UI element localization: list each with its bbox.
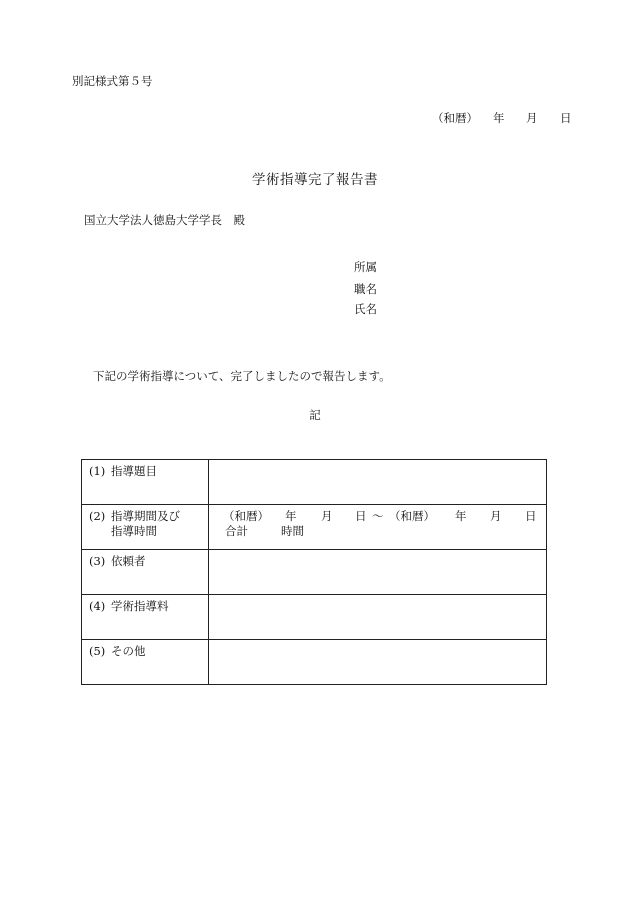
row-label-cell xyxy=(82,505,209,550)
date-year: 年 xyxy=(493,111,505,125)
row-label: 指導題目 xyxy=(111,464,157,478)
period-start-year: 年 xyxy=(285,509,297,523)
row-label: 学術指導料 xyxy=(111,599,169,613)
table-row xyxy=(82,505,547,550)
ki-heading: 記 xyxy=(309,408,321,422)
details-table xyxy=(81,459,547,685)
row-label-cell xyxy=(82,640,209,685)
period-start-month: 月 xyxy=(321,509,333,523)
date-day: 日 xyxy=(560,111,572,125)
date-month: 月 xyxy=(526,111,538,125)
form-number: 別記様式第５号 xyxy=(72,74,153,88)
row-value-cell[interactable] xyxy=(209,595,547,640)
row-number: (2) xyxy=(89,509,106,523)
table-row xyxy=(82,640,547,685)
period-total-label: 合計 xyxy=(225,524,248,538)
period-tilde: ～ xyxy=(372,509,384,523)
row-label-cell xyxy=(82,460,209,505)
period-value-cell[interactable] xyxy=(209,505,547,550)
period-end-year: 年 xyxy=(455,509,467,523)
table-row xyxy=(82,460,547,505)
row-label-line1: 指導期間及び xyxy=(111,509,180,523)
row-label: その他 xyxy=(111,644,146,658)
period-range xyxy=(209,509,546,524)
period-start-era: （和暦） xyxy=(223,509,269,523)
date-line xyxy=(0,110,630,126)
period-end-era: （和暦） xyxy=(389,509,435,523)
period-end-day: 日 xyxy=(525,509,537,523)
sender-name-label: 氏名 xyxy=(354,302,377,316)
period-end-month: 月 xyxy=(490,509,502,523)
row-value-cell[interactable] xyxy=(209,460,547,505)
addressee: 国立大学法人徳島大学学長 殿 xyxy=(84,213,245,227)
row-label-cell xyxy=(82,550,209,595)
row-number: (4) xyxy=(89,599,106,613)
period-hours-label: 時間 xyxy=(281,524,304,538)
row-number: (3) xyxy=(89,554,106,568)
row-value-cell[interactable] xyxy=(209,550,547,595)
row-value-cell[interactable] xyxy=(209,640,547,685)
sender-affiliation-label: 所属 xyxy=(354,260,377,274)
row-label-line2: 指導時間 xyxy=(111,524,157,538)
row-label xyxy=(111,509,180,539)
row-label: 依頼者 xyxy=(111,554,146,568)
period-start-day: 日 xyxy=(355,509,367,523)
table-row xyxy=(82,595,547,640)
document-title: 学術指導完了報告書 xyxy=(252,172,378,188)
date-era: （和暦） xyxy=(432,111,478,125)
row-number: (1) xyxy=(89,464,106,478)
table-row xyxy=(82,550,547,595)
period-total xyxy=(209,524,546,539)
row-number: (5) xyxy=(89,644,106,658)
intro-text: 下記の学術指導について、完了しましたので報告します。 xyxy=(93,369,391,383)
sender-position-label: 職名 xyxy=(354,282,377,296)
row-label-cell xyxy=(82,595,209,640)
